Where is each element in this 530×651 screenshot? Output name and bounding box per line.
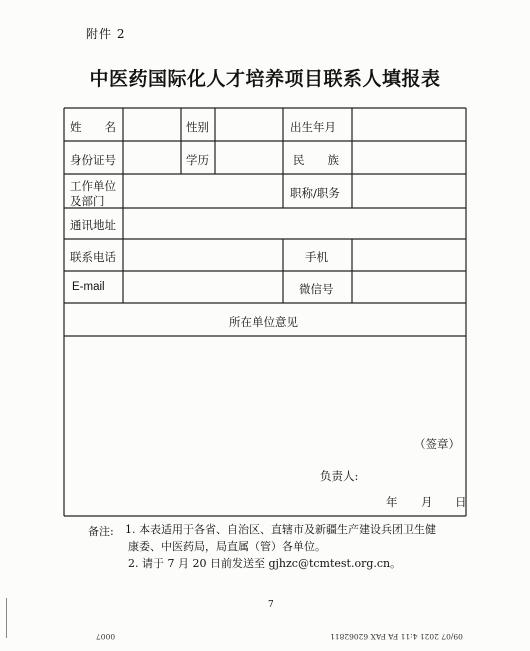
id-card-label: 身份证号 [70, 153, 116, 167]
mobile-label: 手机 [305, 250, 328, 264]
form-title: 中医药国际化人才培养项目联系人填报表 [89, 68, 441, 90]
notes-label: 备注: [88, 525, 114, 538]
month-label: 月 [421, 495, 433, 509]
fax-page-counter: 0007 [96, 632, 116, 641]
page-number: 7 [268, 600, 274, 610]
work-unit-label-line2: 及部门 [70, 194, 105, 208]
seal-label: （签章） [414, 437, 460, 451]
notes-line-3: 2. 请于 7 月 20 日前发送至 gjhzc@tcmtest.org.cn。 [128, 557, 402, 570]
ethnicity-label: 民 族 [293, 153, 339, 167]
fax-transmission-header: 09/07 2021 4:11 FA FAX 62062811 [330, 632, 463, 641]
education-label: 学历 [186, 153, 209, 167]
work-unit-label-line1: 工作单位 [70, 179, 116, 193]
gender-label: 性别 [186, 120, 209, 134]
address-label: 通讯地址 [70, 218, 116, 232]
email-label: E-mail [72, 281, 105, 293]
notes-line-2: 康委、中医药局，局直属（管）各单位。 [128, 540, 326, 553]
birth-label: 出生年月 [290, 120, 336, 134]
day-label: 日 [455, 495, 467, 509]
opinion-label: 所在单位意见 [229, 315, 298, 329]
responsible-label: 负责人: [320, 469, 359, 483]
phone-label: 联系电话 [70, 250, 116, 264]
notes-line-1: 1. 本表适用于各省、自治区、直辖市及新疆生产建设兵团卫生健 [125, 523, 436, 536]
title-position-label: 职称/职务 [290, 186, 340, 200]
scan-edge-mark [6, 598, 7, 638]
attachment-label: 附件 2 [86, 27, 126, 41]
year-label: 年 [386, 495, 398, 509]
wechat-label: 微信号 [299, 282, 334, 296]
name-label: 姓 名 [70, 120, 116, 134]
